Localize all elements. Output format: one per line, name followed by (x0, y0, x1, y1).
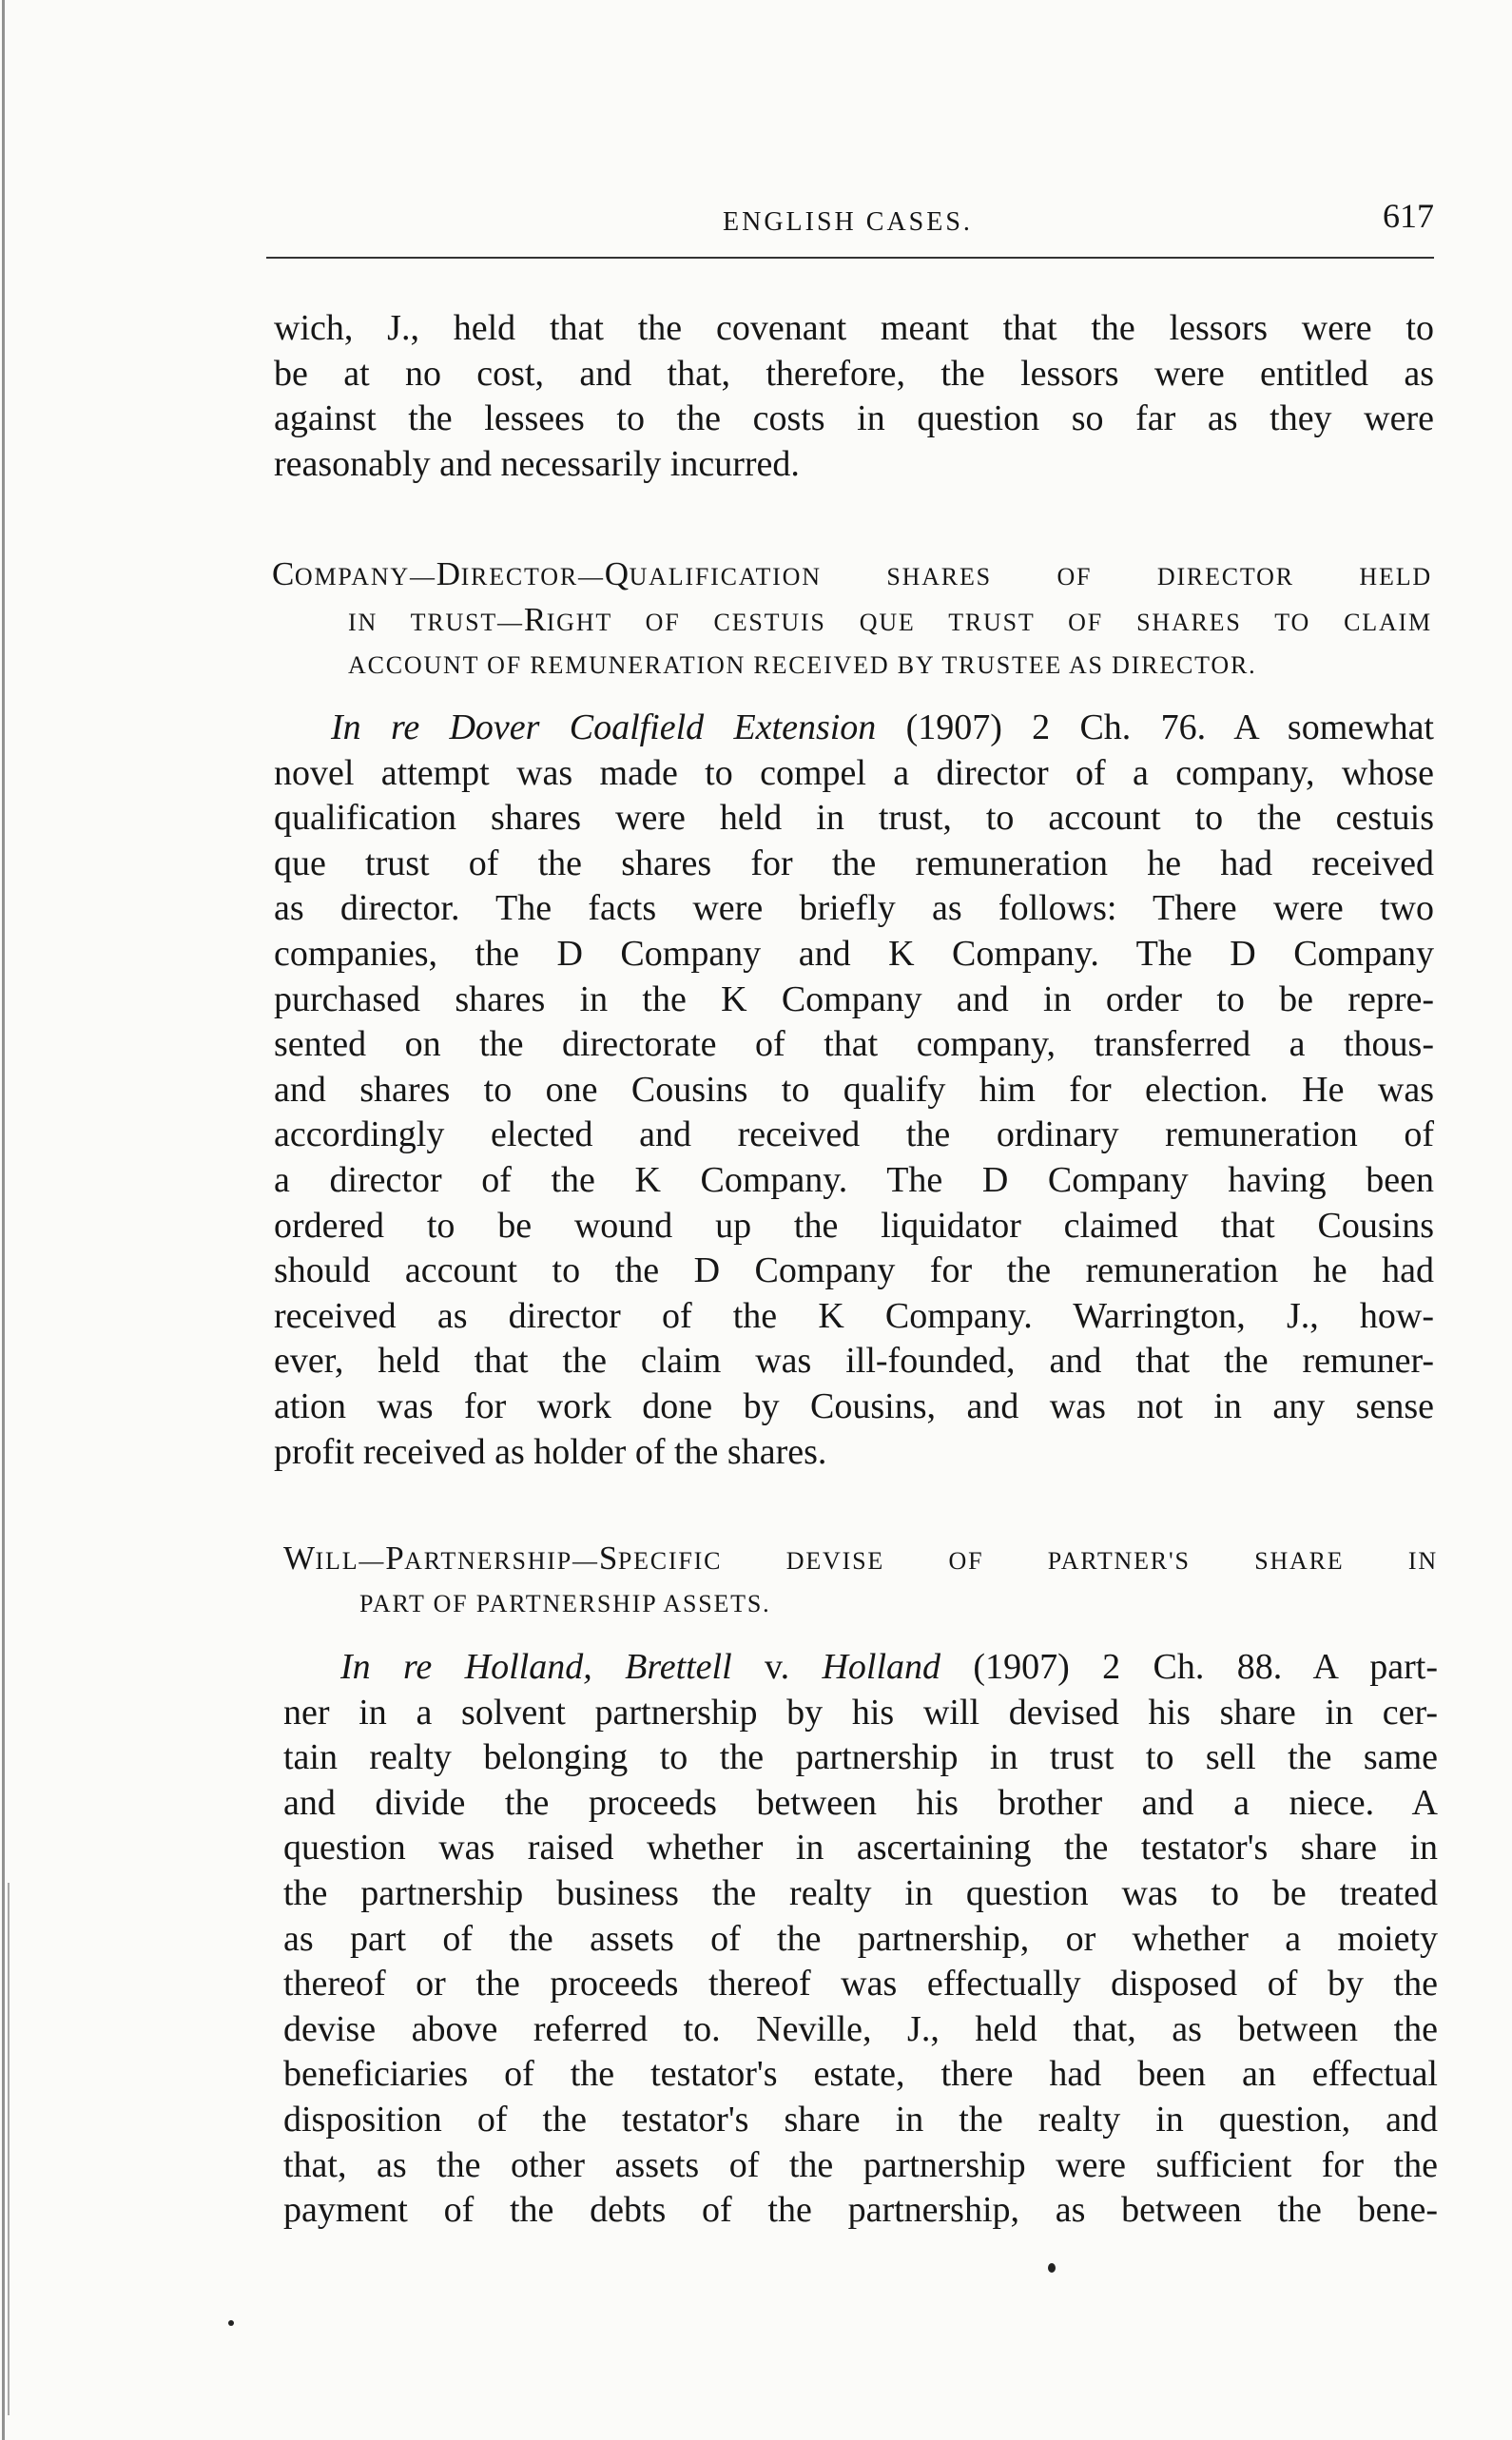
text-line: que trust of the shares for the remuneration he had received (274, 842, 1434, 883)
heading-text: PART OF PARTNERSHIP ASSETS. (359, 1590, 771, 1617)
text-line: question was raised whether in ascertaining the testator's share in (283, 1828, 1438, 1869)
text-line: beneficiaries of the testator's estate, there had been an effectual (283, 2054, 1438, 2095)
text-line: purchased shares in the K Company and in order to be repre- (274, 978, 1434, 1019)
running-title: ENGLISH CASES. (723, 207, 973, 237)
text-line: as director. The facts were briefly as follows: There were two (274, 888, 1434, 929)
text-line: payment of the debts of the partnership, as between the bene- (283, 2190, 1438, 2231)
section-heading-company (272, 552, 1432, 688)
case-versus: v. (731, 1647, 823, 1687)
text-line: the partnership business the realty in question was to be treated (283, 1872, 1438, 1913)
text-line: qualification shares were held in trust, to account to the cestuis (274, 798, 1434, 839)
text-line: devise above referred to. Neville, J., held that, as between the (283, 2008, 1438, 2049)
text-line: and divide the proceeds between his brother and a niece. A (283, 1782, 1438, 1823)
case-name: In re Holland, Brettell (340, 1647, 732, 1687)
text-line: received as director of the K Company. Warrington, J., how- (274, 1295, 1434, 1336)
heading-line (283, 1536, 1438, 1581)
text-line: novel attempt was made to compel a director of a company, whose (274, 752, 1434, 793)
case-paragraph-dover (274, 706, 1434, 1475)
text-line: ation was for work done by Cousins, and was not in any sense (274, 1385, 1434, 1426)
text-line: against the lessees to the costs in question so far as they were (274, 398, 1434, 439)
scan-edge (2, 0, 5, 2440)
scan-edge-lower (8, 1883, 10, 2415)
heading-line (272, 643, 1432, 688)
page-header (266, 196, 1434, 243)
text-line: should account to the D Company for the remuneration he had (274, 1250, 1434, 1291)
heading-text: ACCOUNT OF REMUNERATION RECEIVED BY TRUSTEE AS DIRECTOR. (348, 651, 1257, 679)
text-line: profit received as holder of the shares. (274, 1431, 827, 1472)
text-line: be at no cost, and that, therefore, the lessors were entitled as (274, 353, 1434, 394)
heading-line (272, 597, 1432, 643)
text-line: ordered to be wound up the liquidator claimed that Cousins (274, 1205, 1434, 1246)
case-citation-line (274, 706, 1434, 751)
case-name: Holland (822, 1647, 941, 1687)
scan-speck (228, 2320, 234, 2326)
case-citation: (1907) 2 Ch. 76. A somewhat (876, 707, 1434, 747)
scan-speck (1048, 2263, 1056, 2273)
heading-text: IN TRUST—RIGHT OF CESTUIS QUE TRUST OF SHARES TO CLAIM (348, 601, 1432, 638)
text-line: wich, J., held that the covenant meant that the lessors were to (274, 308, 1434, 348)
text-line: as part of the assets of the partnership, or whether a moiety (283, 1918, 1438, 1959)
text-line: tain realty belonging to the partnership in trust to sell the same (283, 1737, 1438, 1778)
text-line: ner in a solvent partnership by his will devised his share in cer- (283, 1692, 1438, 1733)
intro-paragraph (274, 306, 1434, 487)
text-line: and shares to one Cousins to qualify him for election. He was (274, 1069, 1434, 1110)
heading-line (283, 1581, 1438, 1627)
text-line: disposition of the testator's share in the realty in question, and (283, 2099, 1438, 2140)
text-line: sented on the directorate of that company, transferred a thous- (274, 1024, 1434, 1065)
section-heading-will (283, 1536, 1438, 1627)
case-name: In re Dover Coalfield Extension (331, 707, 877, 747)
text-line: a director of the K Company. The D Company having been (274, 1159, 1434, 1200)
text-line: that, as the other assets of the partnership were sufficient for the (283, 2144, 1438, 2185)
page-number: 617 (1383, 197, 1434, 235)
case-citation-line (283, 1645, 1438, 1691)
case-paragraph-holland (283, 1645, 1438, 2234)
text-line: ever, held that the claim was ill-founded, and that the remuner- (274, 1341, 1434, 1382)
heading-line (272, 552, 1432, 597)
text-line: accordingly elected and received the ordinary remuneration of (274, 1114, 1434, 1155)
case-citation: (1907) 2 Ch. 88. A part- (940, 1647, 1438, 1687)
heading-text: WILL—PARTNERSHIP—SPECIFIC DEVISE OF PARTNER'S SHARE IN (283, 1540, 1438, 1577)
text-line: thereof or the proceeds thereof was effectually disposed of by the (283, 1964, 1438, 2004)
text-line: reasonably and necessarily incurred. (274, 443, 800, 484)
heading-text: COMPANY—DIRECTOR—QUALIFICATION SHARES OF DIRECTOR HELD (272, 555, 1432, 592)
header-rule (266, 257, 1434, 259)
text-line: companies, the D Company and K Company. The D Company (274, 933, 1434, 974)
